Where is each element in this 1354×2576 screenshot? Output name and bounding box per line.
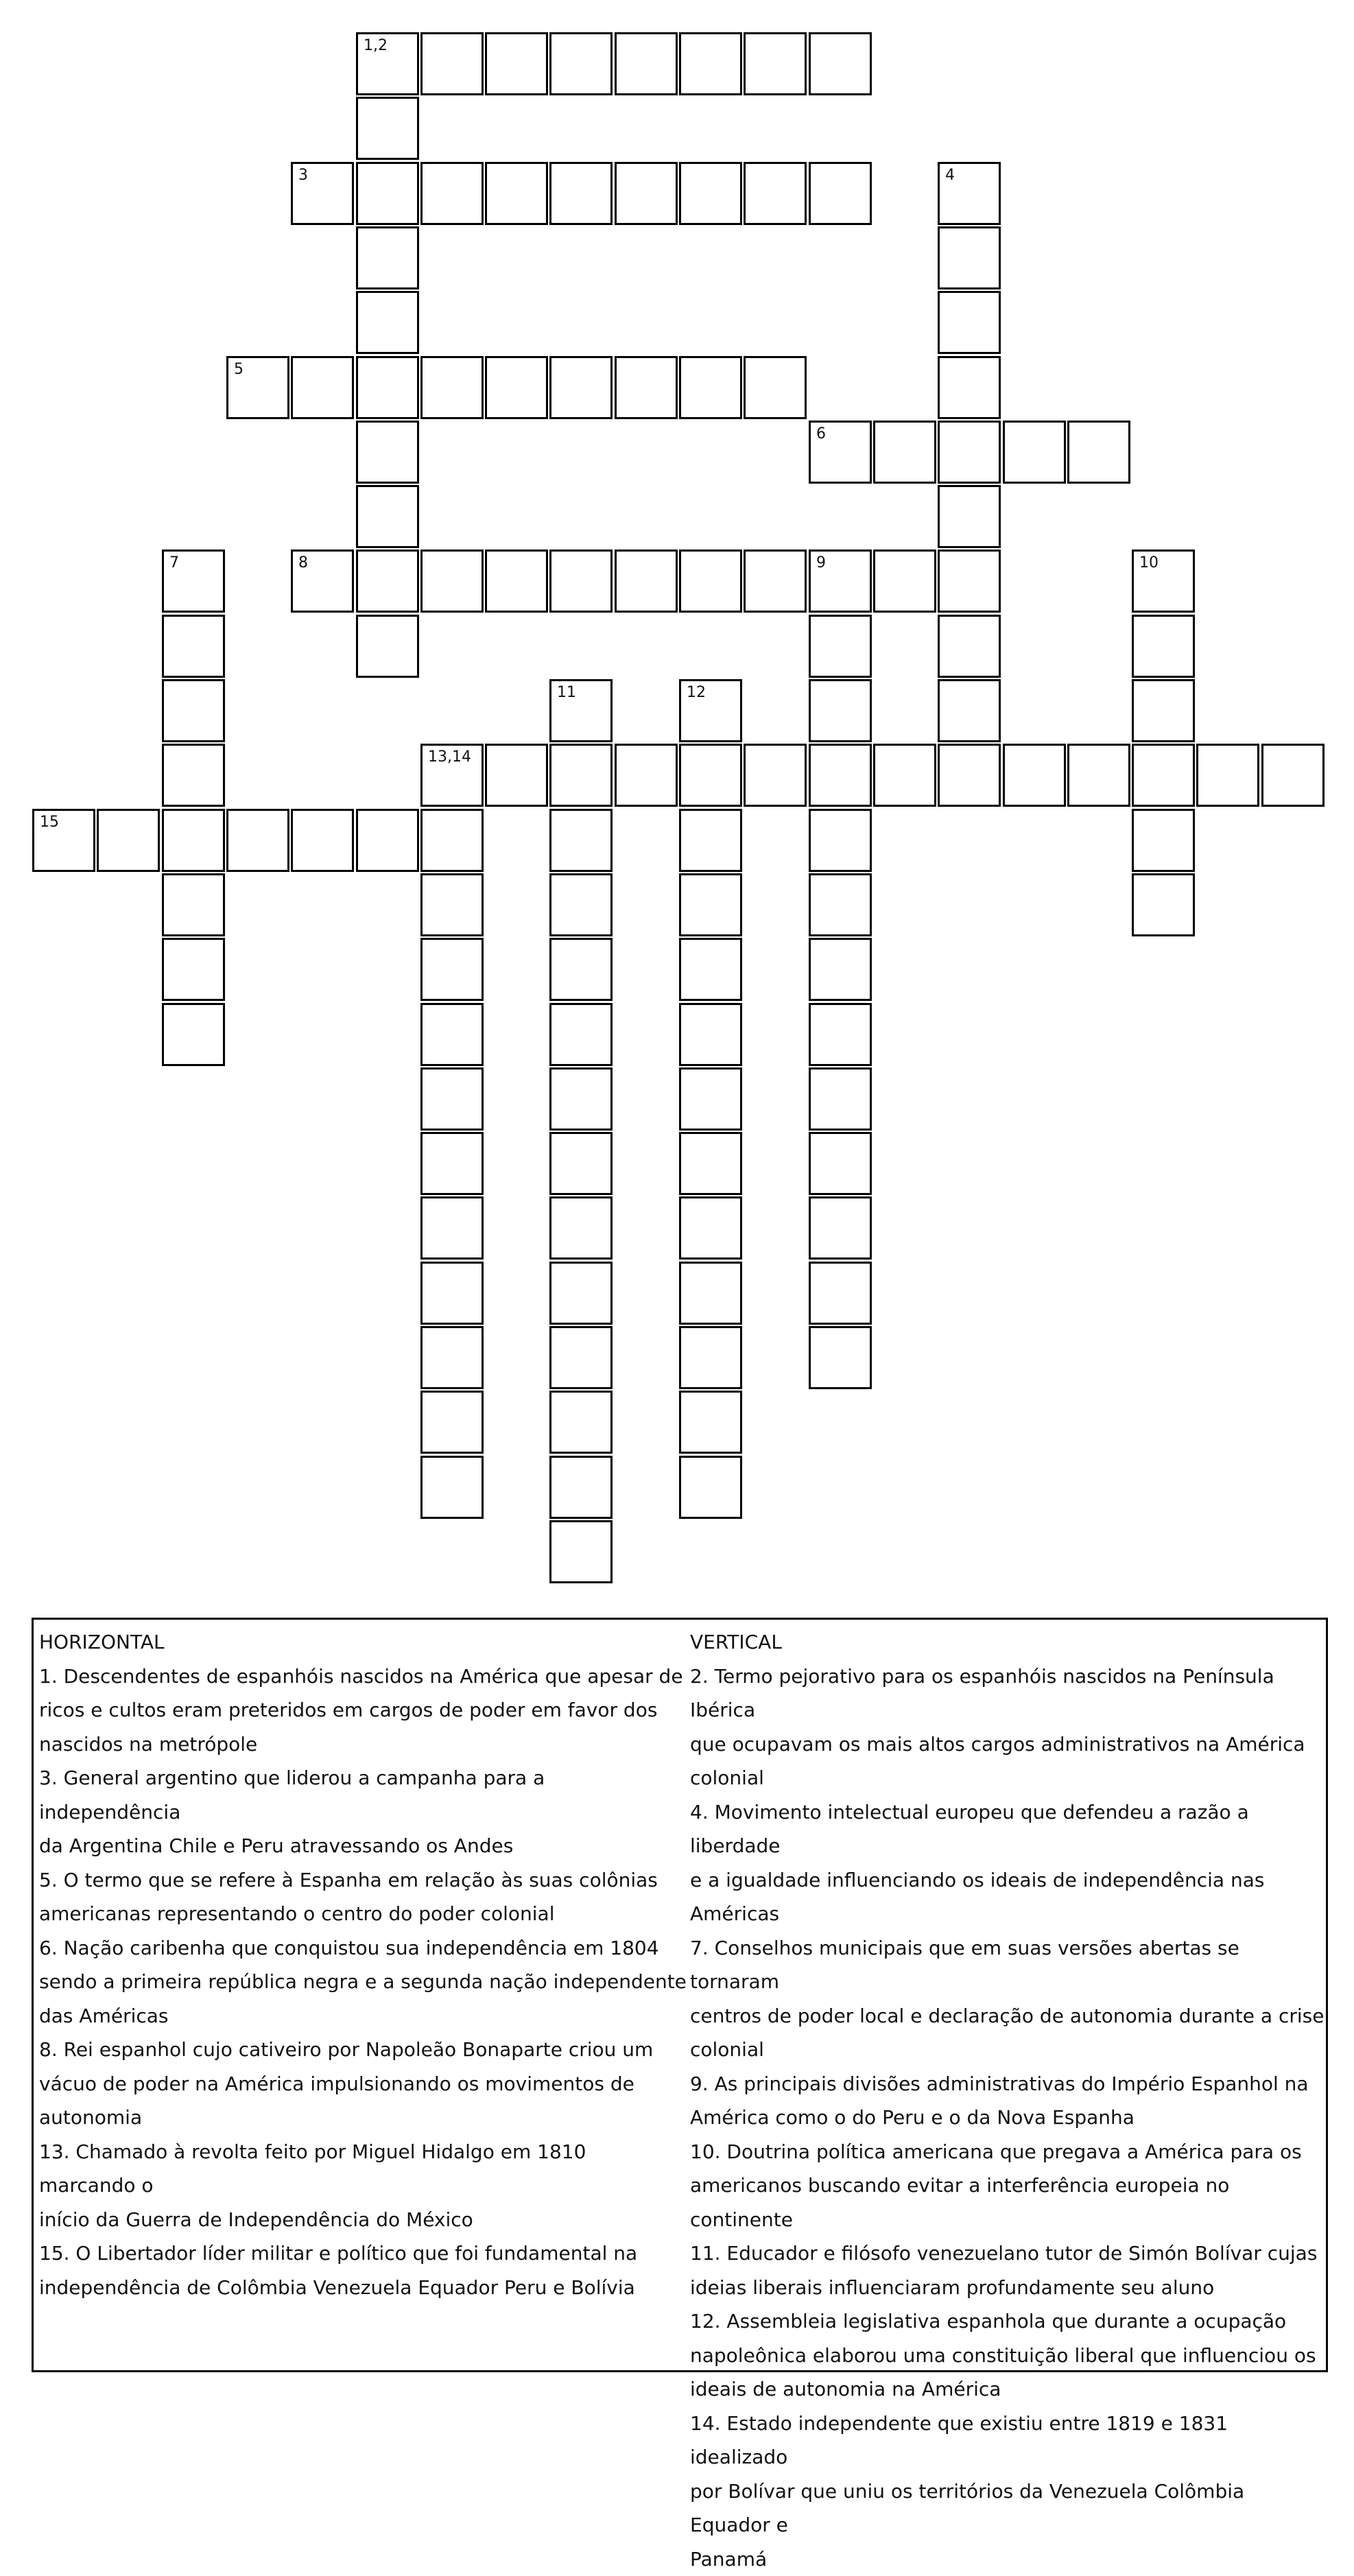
crossword-cell[interactable] [679,1391,742,1454]
crossword-cell[interactable] [679,938,742,1001]
clue-line: 8. Rei espanhol cujo cativeiro por Napoleão Bonaparte criou um [39,2033,687,2067]
clue-line: colonial [690,1761,1328,1795]
clue-number: 13,14 [428,749,471,766]
crossword-cell[interactable] [485,162,548,225]
clue-number: 10 [1139,555,1159,571]
crossword-cell[interactable] [291,809,354,872]
crossword-cell[interactable] [549,679,613,742]
crossword-cell[interactable] [356,615,419,678]
crossword-cell[interactable] [873,744,936,807]
crossword-cell[interactable] [485,744,548,807]
crossword-cell[interactable] [549,1067,613,1131]
crossword-cell[interactable] [420,162,484,225]
crossword-cell[interactable] [679,32,742,95]
clue-number: 12 [687,685,706,701]
crossword-cell[interactable] [1261,744,1325,807]
clue-number: 5 [234,362,244,378]
crossword-cell[interactable] [226,356,289,419]
crossword-cell[interactable] [420,938,484,1001]
crossword-cell[interactable] [938,485,1001,548]
crossword-cell[interactable] [809,550,872,613]
clue-line: América como o do Peru e o da Nova Espanha [690,2101,1328,2135]
crossword-cell[interactable] [1132,809,1195,872]
crossword-cell[interactable] [549,550,613,613]
crossword-cell[interactable] [549,1196,613,1260]
crossword-cell[interactable] [938,162,1001,225]
clue-number: 4 [945,167,955,184]
crossword-cell[interactable] [873,421,936,484]
clue-line: autonomia [39,2101,687,2135]
crossword-cell[interactable] [809,32,872,95]
clue-line: e a igualdade influenciando os ideais de independência nas Américas [690,1863,1328,1931]
crossword-cell[interactable] [549,873,613,936]
vertical-clues [690,1625,1328,2576]
clue-line: 13. Chamado à revolta feito por Miguel Hidalgo em 1810 marcando o [39,2135,687,2203]
crossword-cell[interactable] [420,809,484,872]
crossword-cell[interactable] [420,32,484,95]
crossword-cell[interactable] [679,356,742,419]
crossword-cell[interactable] [679,744,742,807]
crossword-cell[interactable] [485,356,548,419]
crossword-cell[interactable] [809,1196,872,1260]
crossword-cell[interactable] [420,1196,484,1260]
crossword-cell[interactable] [809,162,872,225]
crossword-cell[interactable] [679,550,742,613]
clue-line: vácuo de poder na América impulsionando os movimentos de [39,2067,687,2101]
crossword-cell[interactable] [549,1132,613,1195]
crossword-cell[interactable] [420,1391,484,1454]
clue-line: 15. O Libertador líder militar e político que foi fundamental na [39,2236,687,2271]
crossword-cell[interactable] [356,809,419,872]
clue-number: 11 [557,685,576,701]
clues-box [32,1618,1328,2372]
crossword-cell[interactable] [356,485,419,548]
crossword-cell[interactable] [615,356,678,419]
clue-number: 7 [169,555,179,571]
clue-number: 8 [298,555,308,571]
clue-line: que ocupavam os mais altos cargos administrativos na América [690,1727,1328,1762]
crossword-cell[interactable] [873,550,936,613]
clue-line: Panamá [690,2542,1328,2576]
crossword-cell[interactable] [1132,550,1195,613]
crossword-cell[interactable] [615,550,678,613]
crossword-cell[interactable] [1067,421,1130,484]
crossword-cell[interactable] [809,1132,872,1195]
clue-line: 1. Descendentes de espanhóis nascidos na América que apesar de [39,1659,687,1694]
crossword-cell[interactable] [162,744,225,807]
crossword-cell[interactable] [162,615,225,678]
crossword-cell[interactable] [356,356,419,419]
crossword-cell[interactable] [549,1003,613,1066]
clue-line: sendo a primeira república negra e a segunda nação independente [39,1965,687,1999]
crossword-cell[interactable] [420,356,484,419]
crossword-cell[interactable] [938,550,1001,613]
crossword-cell[interactable] [549,1262,613,1325]
crossword-cell[interactable] [356,550,419,613]
crossword-cell[interactable] [809,421,872,484]
crossword-cell[interactable] [549,1520,613,1583]
crossword-cell[interactable] [420,550,484,613]
crossword-cell[interactable] [162,550,225,613]
crossword-cell[interactable] [356,162,419,225]
crossword-cell[interactable] [809,1003,872,1066]
crossword-cell[interactable] [356,32,419,95]
crossword-cell[interactable] [549,162,613,225]
crossword-cell[interactable] [615,162,678,225]
crossword-cell[interactable] [1067,744,1130,807]
clue-line: da Argentina Chile e Peru atravessando os Andes [39,1829,687,1863]
crossword-cell[interactable] [938,679,1001,742]
clue-line: das Américas [39,1999,687,2033]
crossword-cell[interactable] [97,809,160,872]
crossword-cell[interactable] [549,809,613,872]
crossword-cell[interactable] [809,615,872,678]
clue-line: americanas representando o centro do poder colonial [39,1897,687,1931]
clue-line: início da Guerra de Independência do México [39,2203,687,2237]
clue-number: 1,2 [364,38,388,54]
crossword-cell[interactable] [420,1326,484,1389]
crossword-cell[interactable] [291,550,354,613]
crossword-cell[interactable] [485,550,548,613]
crossword-cell[interactable] [679,1326,742,1389]
clue-line: ricos e cultos eram preteridos em cargos de poder em favor dos [39,1693,687,1727]
crossword-cell[interactable] [679,1003,742,1066]
crossword-cell[interactable] [162,809,225,872]
crossword-cell[interactable] [938,421,1001,484]
clue-line: 14. Estado independente que existiu entre 1819 e 1831 idealizado [690,2407,1328,2474]
clue-line: 7. Conselhos municipais que em suas versões abertas se tornaram [690,1931,1328,1999]
clue-line: 5. O termo que se refere à Espanha em relação às suas colônias [39,1863,687,1898]
clue-line: por Bolívar que uniu os territórios da Venezuela Colômbia Equador e [690,2474,1328,2542]
crossword-cell[interactable] [420,1456,484,1519]
clue-line: 11. Educador e filósofo venezuelano tutor de Simón Bolívar cujas [690,2236,1328,2271]
crossword-cell[interactable] [162,679,225,742]
clue-line: 6. Nação caribenha que conquistou sua independência em 1804 [39,1931,687,1965]
crossword-cell[interactable] [226,809,289,872]
clue-number: 3 [298,167,308,184]
crossword-cell[interactable] [162,938,225,1001]
crossword-cell[interactable] [291,356,354,419]
crossword-cell[interactable] [549,1456,613,1519]
crossword-cell[interactable] [679,809,742,872]
crossword-cell[interactable] [1132,615,1195,678]
clue-number: 6 [816,426,826,442]
crossword-cell[interactable] [938,226,1001,289]
clue-line: americanos buscando evitar a interferência europeia no continente [690,2169,1328,2236]
crossword-cell[interactable] [938,615,1001,678]
clue-line: colonial [690,2033,1328,2067]
vertical-title: VERTICAL [690,1625,1328,1659]
crossword-cell[interactable] [938,291,1001,354]
crossword-cell[interactable] [1196,744,1259,807]
crossword-cell[interactable] [356,226,419,289]
crossword-cell[interactable] [809,873,872,936]
horizontal-title: HORIZONTAL [39,1625,687,1659]
clue-line: centros de poder local e declaração de autonomia durante a crise [690,1999,1328,2033]
clue-line: ideias liberais influenciaram profundamente seu aluno [690,2271,1328,2305]
crossword-cell[interactable] [938,744,1001,807]
crossword-cell[interactable] [744,162,807,225]
crossword-cell[interactable] [809,1067,872,1131]
crossword-cell[interactable] [615,744,678,807]
crossword-cell[interactable] [744,744,807,807]
crossword-cell[interactable] [679,162,742,225]
crossword-cell[interactable] [679,873,742,936]
crossword-cell[interactable] [420,1132,484,1195]
crossword-cell[interactable] [809,1326,872,1389]
crossword-cell[interactable] [809,744,872,807]
crossword-cell[interactable] [162,1003,225,1066]
horizontal-clues [39,1625,687,2304]
clue-line: 4. Movimento intelectual europeu que defendeu a razão a liberdade [690,1795,1328,1863]
clue-line: 10. Doutrina política americana que pregava a América para os [690,2135,1328,2169]
crossword-cell[interactable] [679,679,742,742]
clue-line: 9. As principais divisões administrativas do Império Espanhol na [690,2067,1328,2101]
crossword-cell[interactable] [356,291,419,354]
crossword-cell[interactable] [809,809,872,872]
crossword-cell[interactable] [809,938,872,1001]
crossword-cell[interactable] [1132,873,1195,936]
crossword-cell[interactable] [679,1262,742,1325]
crossword-cell[interactable] [485,32,548,95]
crossword-cell[interactable] [679,1067,742,1131]
crossword-cell[interactable] [291,162,354,225]
crossword-cell[interactable] [938,356,1001,419]
crossword-cell[interactable] [420,873,484,936]
crossword-cell[interactable] [162,873,225,936]
crossword-cell[interactable] [549,356,613,419]
clue-line: 3. General argentino que liderou a campanha para a independência [39,1761,687,1829]
clue-number: 9 [816,555,826,571]
crossword-cell[interactable] [420,1003,484,1066]
crossword-cell[interactable] [1003,744,1066,807]
crossword-cell[interactable] [679,1132,742,1195]
clue-line: independência de Colômbia Venezuela Equador Peru e Bolívia [39,2271,687,2305]
crossword-cell[interactable] [809,679,872,742]
crossword-cell[interactable] [1003,421,1066,484]
clue-line: napoleônica elaborou uma constituição liberal que influenciou os [690,2339,1328,2373]
crossword-cell[interactable] [549,744,613,807]
clue-line: 2. Termo pejorativo para os espanhóis nascidos na Península Ibérica [690,1659,1328,1727]
clue-line: nascidos na metrópole [39,1727,687,1762]
crossword-cell[interactable] [549,1391,613,1454]
crossword-cell[interactable] [549,32,613,95]
crossword-cell[interactable] [549,1326,613,1389]
crossword-cell[interactable] [420,744,484,807]
crossword-cell[interactable] [744,550,807,613]
clue-number: 15 [40,814,59,831]
crossword-cell[interactable] [615,32,678,95]
crossword-cell[interactable] [679,1196,742,1260]
crossword-cell[interactable] [420,1262,484,1325]
crossword-cell[interactable] [549,938,613,1001]
crossword-cell[interactable] [420,1067,484,1131]
crossword-cell[interactable] [679,1456,742,1519]
clue-line: ideais de autonomia na América [690,2372,1328,2407]
crossword-cell[interactable] [32,809,95,872]
crossword-cell[interactable] [744,32,807,95]
crossword-cell[interactable] [356,97,419,160]
crossword-cell[interactable] [1132,679,1195,742]
crossword-cell[interactable] [809,1262,872,1325]
clue-line: 12. Assembleia legislativa espanhola que durante a ocupação [690,2304,1328,2339]
crossword-cell[interactable] [1132,744,1195,807]
crossword-cell[interactable] [356,421,419,484]
crossword-cell[interactable] [744,356,807,419]
